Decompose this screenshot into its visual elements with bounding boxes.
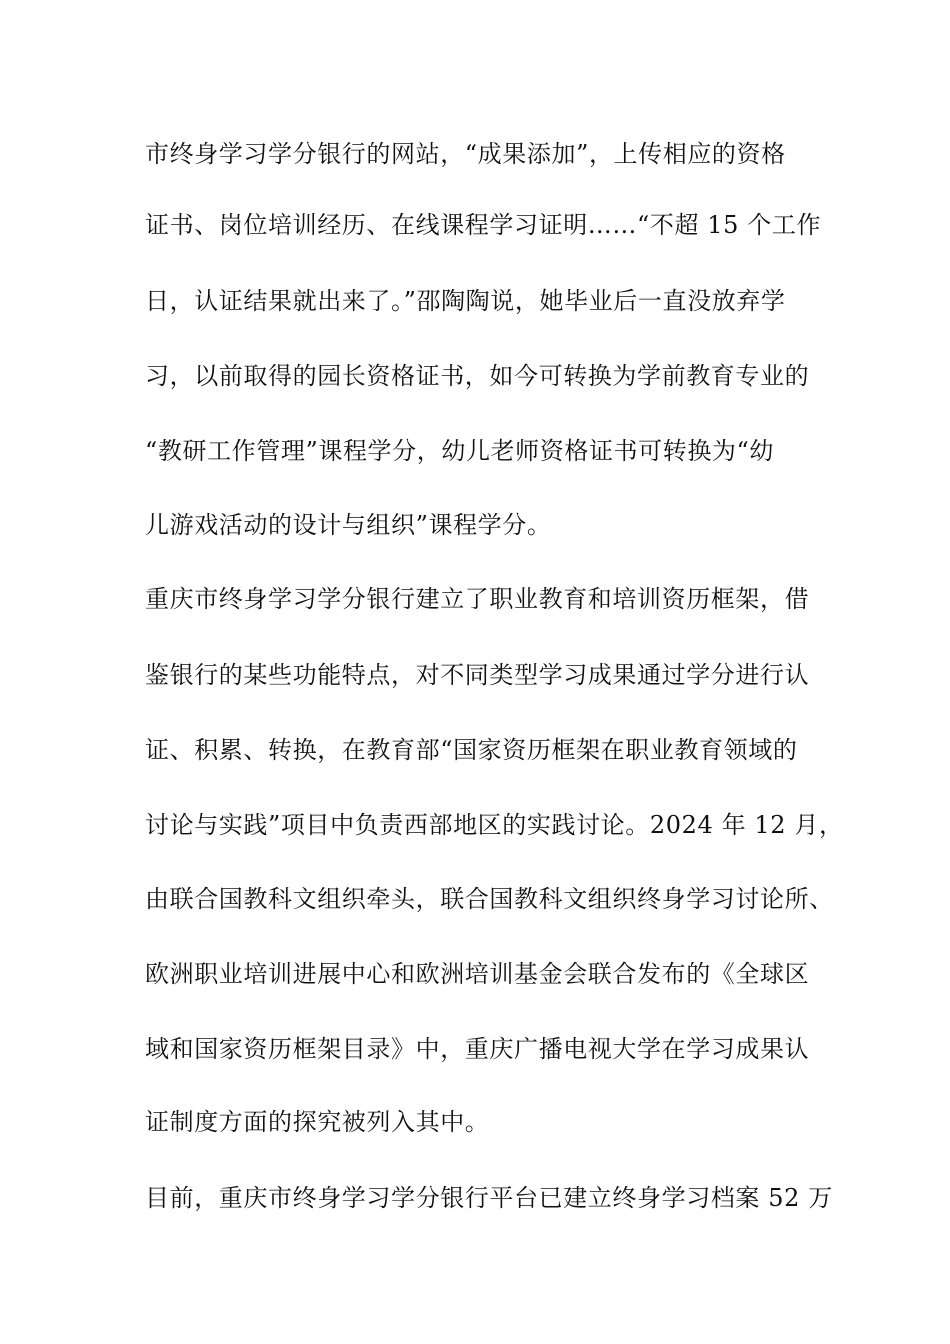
text-line: 证制度方面的探究被列入其中。 bbox=[145, 1108, 490, 1136]
text-line: 重庆市终身学习学分银行建立了职业教育和培训资历框架，借 bbox=[145, 585, 810, 613]
text-line: “教研工作管理”课程学分，幼儿老师资格证书可转换为“幼 bbox=[145, 437, 775, 465]
text-line: 习，以前取得的园长资格证书，如今可转换为学前教育专业的 bbox=[145, 362, 810, 390]
text-line: 域和国家资历框架目录》中，重庆广播电视大学在学习成果认 bbox=[145, 1035, 810, 1063]
text-line: 证书、岗位培训经历、在线课程学习证明……“不超 15 个工作 bbox=[145, 211, 822, 239]
text-line: 欧洲职业培训进展中心和欧洲培训基金会联合发布的《全球区 bbox=[145, 960, 810, 988]
text-line: 日，认证结果就出来了。”邵陶陶说，她毕业后一直没放弃学 bbox=[145, 287, 786, 315]
text-line: 儿游戏活动的设计与组织”课程学分。 bbox=[145, 511, 552, 539]
text-line: 证、积累、转换，在教育部“国家资历框架在职业教育领域的 bbox=[145, 736, 798, 764]
text-line: 鉴银行的某些功能特点，对不同类型学习成果通过学分进行认 bbox=[145, 661, 810, 689]
text-line: 由联合国教科文组织牵头，联合国教科文组织终身学习讨论所、 bbox=[145, 885, 834, 913]
text-line: 讨论与实践”项目中负责西部地区的实践讨论。2024 年 12 月， bbox=[145, 811, 844, 839]
text-line: 市终身学习学分银行的网站，“成果添加”，上传相应的资格 bbox=[145, 140, 786, 168]
text-line: 目前，重庆市终身学习学分银行平台已建立终身学习档案 52 万 bbox=[145, 1184, 833, 1212]
